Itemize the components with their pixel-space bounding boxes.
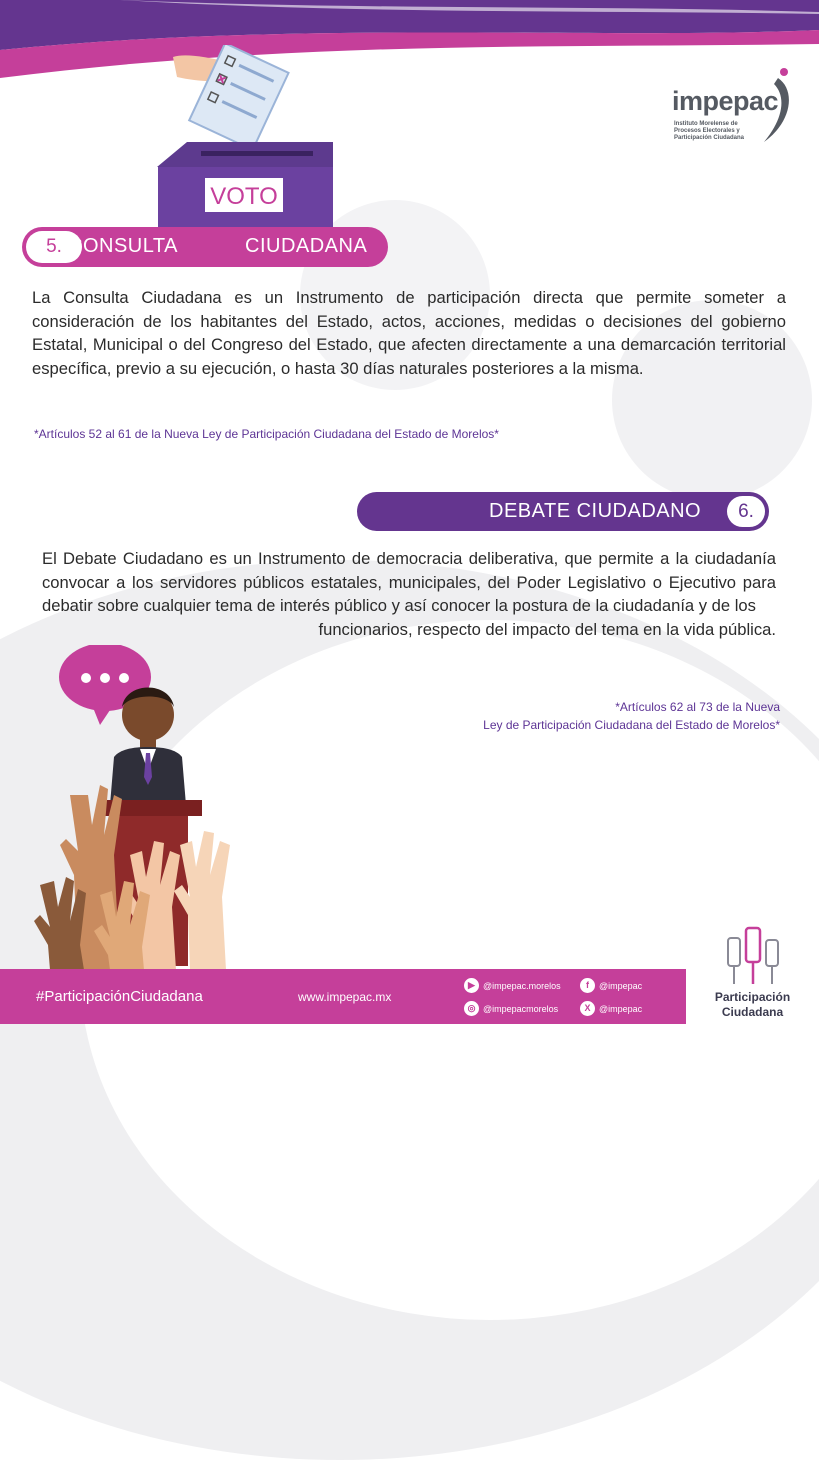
section6-reference	[420, 698, 780, 734]
section6-title-bar	[357, 492, 769, 531]
section6-body-block	[42, 547, 776, 641]
youtube-icon: ▶	[464, 978, 479, 993]
section6-reference-line1: *Artículos 62 al 73 de la Nueva	[615, 700, 780, 714]
section6-body-last-line: funcionarios, respecto del impacto del tema en la vida pública.	[318, 619, 776, 639]
ballot-label: VOTO	[210, 183, 278, 210]
footer-x-handle: @impepac	[599, 1003, 643, 1014]
facebook-icon: f	[580, 978, 595, 993]
footer-youtube-link[interactable]	[464, 978, 561, 993]
section6-title: DEBATE CIUDADANO	[489, 500, 702, 522]
raised-hands-logo-icon	[724, 924, 782, 986]
badge-label-line1: Participación	[714, 990, 791, 1004]
participacion-ciudadana-badge	[686, 918, 819, 1024]
instagram-icon: ◎	[464, 1001, 479, 1016]
section5-body: La Consulta Ciudadana es un Instrumento de participación directa que permite someter a consideración de los habitantes del Estado, actos, acciones, medidas o decisiones del gobierno Estatal, Municipal o del Congreso del Estado, que afecten directamente a una demarcación territorial específica, previo a su ejecución, o hasta 30 días naturales posteriores a la misma.	[32, 288, 786, 378]
footer-hashtag: #ParticipaciónCiudadana	[36, 988, 203, 1005]
logo-wordmark: impepac	[672, 86, 779, 116]
footer-youtube-handle: @impepac.morelos	[483, 980, 561, 991]
x-icon: X	[580, 1001, 595, 1016]
impepac-logo	[672, 66, 797, 146]
speaker-illustration	[30, 645, 250, 970]
logo-subtitle: Instituto Morelense de Procesos Electorales y Participación Ciudadana	[674, 121, 745, 141]
footer-facebook-link[interactable]	[580, 978, 642, 993]
section6-body: El Debate Ciudadano es un Instrumento de democracia deliberativa, que permite a la ciudadanía convocar a los servidores públicos estatales, municipales, del Poder Legislativo o Ejecutivo para debatir sobre cualquier tema de interés público y así conocer la postura de la ciudadanía y de los	[42, 549, 776, 615]
section5-reference: *Artículos 52 al 61 de la Nueva Ley de Participación Ciudadana del Estado de Morelos*	[34, 427, 499, 441]
section5-title-word2: CIUDADANA	[245, 235, 368, 257]
footer-facebook-handle: @impepac	[599, 980, 643, 991]
section6-reference-line2: Ley de Participación Ciudadana del Estado de Morelos*	[483, 718, 780, 732]
section6-number: 6.	[727, 496, 765, 527]
footer-x-link[interactable]	[580, 1001, 642, 1016]
badge-label	[686, 990, 819, 1020]
section5-title-word1: CONSULTA	[68, 235, 178, 257]
ballot-box-illustration	[155, 45, 340, 230]
footer-instagram-link[interactable]	[464, 1001, 558, 1016]
section5-title-bar	[22, 227, 388, 267]
footer-instagram-handle: @impepacmorelos	[483, 1003, 559, 1014]
footer-website-link[interactable]: www.impepac.mx	[298, 990, 392, 1004]
section5-number: 5.	[26, 231, 82, 263]
logo-figure-icon	[754, 66, 796, 146]
badge-label-line2: Ciudadana	[721, 1005, 784, 1019]
